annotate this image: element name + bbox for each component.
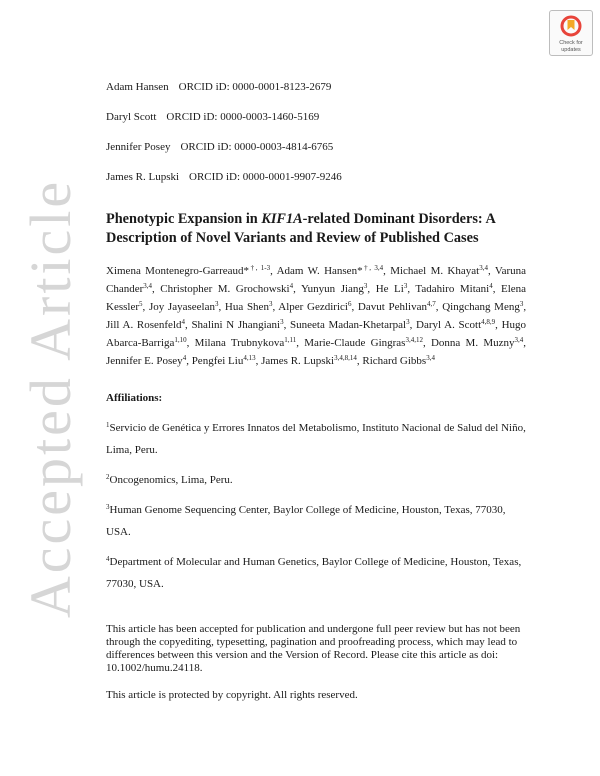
- author-name: Tadahiro Mitani: [415, 283, 490, 295]
- author-name: Pengfei Liu: [191, 355, 244, 367]
- check-updates-icon: [560, 15, 582, 39]
- orcid-id-link[interactable]: ORCID iD: 0000-0003-4814-6765: [180, 141, 334, 153]
- author-name: Elena Kessler: [106, 283, 527, 313]
- check-for-updates-badge[interactable]: [549, 10, 593, 56]
- affiliation-number: 3: [106, 503, 110, 511]
- title-before: Phenotypic Expansion in: [106, 211, 262, 227]
- check-updates-line2: updates: [561, 47, 581, 53]
- author-name: Richard Gibbs: [362, 355, 427, 367]
- author-name: Yunyun Jiang: [300, 283, 364, 295]
- affiliation-number: 4: [106, 555, 110, 563]
- article-front-matter: [106, 80, 526, 702]
- author-name: Jill A. Rosenfeld: [106, 319, 182, 331]
- orcid-line: [106, 110, 526, 124]
- author-affiliation-marks: 4,7: [427, 300, 436, 308]
- orcid-id-link[interactable]: ORCID iD: 0000-0003-1460-5169: [166, 111, 320, 123]
- author-affiliation-marks: 3: [268, 300, 273, 308]
- author-name: James R. Lupski: [261, 355, 335, 367]
- author-name: Hua Shen: [224, 301, 269, 313]
- accepted-article-watermark: [20, 128, 82, 668]
- affiliation-item: [106, 499, 526, 543]
- author-affiliation-marks: †, 1-3: [249, 264, 271, 272]
- affiliation-item: [106, 417, 526, 461]
- affiliations-heading: Affiliations:: [106, 392, 163, 404]
- author-name: Christopher M. Grochowski: [160, 283, 290, 295]
- author-affiliation-marks: 3: [519, 300, 524, 308]
- author-name: Hugo Abarca-Barriga: [106, 319, 527, 349]
- author-name: Suneeta Madan-Khetarpal: [290, 319, 407, 331]
- orcid-line: [106, 140, 526, 154]
- watermark-text: Accepted Article: [18, 178, 84, 618]
- article-title: [106, 210, 526, 248]
- title-after: -related Dominant Disorders: A Description of Novel Variants and Review of Published Cases: [106, 211, 495, 246]
- author-affiliation-marks: 3: [214, 300, 219, 308]
- orcid-id-link[interactable]: ORCID iD: 0000-0001-9907-9246: [189, 171, 342, 183]
- author-affiliation-marks: 1,11: [284, 336, 297, 344]
- author-affiliation-marks: 3: [280, 318, 284, 326]
- affiliation-text: Human Genome Sequencing Center, Baylor College of Medicine, Houston, Texas, 77030, USA.: [106, 504, 506, 538]
- author-affiliation-marks: 3: [403, 282, 408, 290]
- author-affiliation-marks: 4,13: [243, 354, 256, 362]
- author-affiliation-marks: 6: [347, 300, 352, 308]
- author-affiliation-marks: 4: [289, 282, 294, 290]
- orcid-author-name: Jennifer Posey: [106, 141, 171, 153]
- author-name: Davut Pehlivan: [357, 301, 427, 313]
- author-name: Varuna Chander: [106, 265, 526, 295]
- author-affiliation-marks: 1,10: [174, 336, 187, 344]
- author-name: Joy Jayaseelan: [148, 301, 215, 313]
- title-gene: KIF1A: [261, 211, 303, 227]
- author-affiliation-marks: 3: [363, 282, 368, 290]
- author-name: Qingchang Meng: [442, 301, 520, 313]
- affiliation-item: [106, 551, 526, 595]
- author-name: Adam W. Hansen*: [276, 265, 363, 277]
- affiliation-list: [106, 417, 526, 595]
- author-affiliation-marks: 3,4: [479, 264, 488, 272]
- affiliation-text: Oncogenomics, Lima, Peru.: [109, 474, 233, 486]
- orcid-list: [106, 80, 526, 184]
- author-affiliation-marks: 4: [181, 318, 185, 326]
- author-affiliation-marks: 4: [489, 282, 493, 290]
- author-affiliation-marks: 4,8,9: [481, 318, 496, 326]
- author-list: Ximena Montenegro-Garreaud*$^{\dagger, 1-3}$, Adam W. Hansen*$^{\dagger, 3,4}$, Michael M. Khayat$^{3,4}$, Varuna Chander$^{3,4}$, Christopher M. Grochowski$^4$, Yunyun Jiang$^3$, He Li$^3$, Tadahiro Mitani$^4$, Elena Kessler$^5$, Joy Jayaseelan$^3$, Hua Shen$^3$, Alper Gezdirici$^6$, Davut Pehlivan$^{4,7}$, Qingchang Meng$^3$, Jill A. Rosenfeld$^4$, Shalini N Jhangiani$^3$, Suneeta Madan-Khetarpal$^3$, Daryl A. Scott$^{4,8,9}$, Hugo Abarca-Barriga$^{1,10}$, Milana Trubnykova$^{1,11}$, Marie-Claude Gingras$^{3,4,12}$, Donna M. Muzny$^{3,4}$, Jennifer E. Posey$^4$, Pengfei Liu$^{4,13}$, James R. Lupski$^{3,4,8,14}$, Richard Gibbs$^{3,4}$: [106, 264, 527, 367]
- author-name: Jennifer E. Posey: [106, 355, 183, 367]
- check-updates-line1: Check for: [559, 40, 583, 46]
- accepted-notice: This article has been accepted for publication and undergone full peer review but has not been through the copyediting, typesetting, pagination and proofreading process, which may lead to differences between this version and the Version of Record. Please cite this article as doi: 10.1002/humu.24118.: [106, 623, 521, 674]
- author-name: Daryl A. Scott: [416, 319, 482, 331]
- orcid-author-name: Daryl Scott: [106, 111, 157, 123]
- author-affiliation-marks: 3,4: [514, 336, 524, 344]
- author-affiliation-marks: 5: [139, 300, 143, 308]
- author-affiliation-marks: 3: [406, 318, 410, 326]
- affiliation-text: Department of Molecular and Human Genetics, Baylor College of Medicine, Houston, Texas, 77030, USA.: [106, 556, 522, 590]
- author-name: He Li: [375, 283, 404, 295]
- orcid-line: [106, 170, 526, 184]
- affiliation-item: [106, 469, 526, 491]
- affiliation-number: 2: [106, 473, 110, 481]
- author-affiliation-marks: 3,4: [143, 282, 153, 290]
- author-affiliation-marks: †, 3,4: [362, 264, 384, 272]
- orcid-id-link[interactable]: ORCID iD: 0000-0001-8123-2679: [178, 81, 332, 93]
- author-name: Shalini N Jhangiani: [191, 319, 281, 331]
- author-affiliation-marks: 3,4: [426, 354, 435, 362]
- author-name: Donna M. Muzny: [430, 337, 515, 349]
- orcid-author-name: Adam Hansen: [106, 81, 169, 93]
- author-affiliation-marks: 3,4,12: [405, 336, 423, 344]
- author-name: Ximena Montenegro-Garreaud*: [106, 265, 250, 277]
- orcid-author-name: James R. Lupski: [106, 171, 180, 183]
- affiliation-text: Servicio de Genética y Errores Innatos del Metabolismo, Instituto Nacional de Salud del Niño, Lima, Peru.: [106, 422, 526, 456]
- affiliation-number: 1: [106, 421, 110, 429]
- author-affiliation-marks: 4: [182, 354, 187, 362]
- author-name: Michael M. Khayat: [390, 265, 480, 277]
- orcid-line: [106, 80, 526, 94]
- author-affiliation-marks: 3,4,8,14: [334, 354, 357, 362]
- author-name: Alper Gezdirici: [278, 301, 348, 313]
- author-name: Marie-Claude Gingras: [304, 337, 406, 349]
- copyright-notice: This article is protected by copyright. All rights reserved.: [106, 689, 358, 701]
- author-name: Milana Trubnykova: [194, 337, 285, 349]
